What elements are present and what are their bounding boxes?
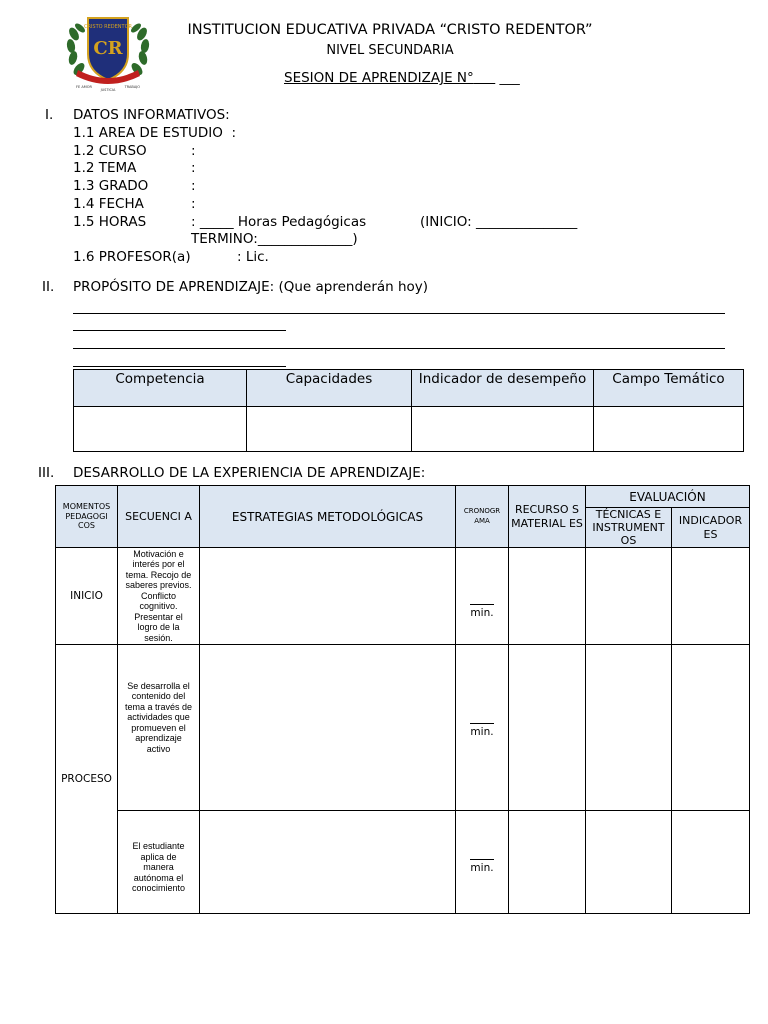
development-table bbox=[55, 485, 750, 914]
level-title: NIVEL SECUNDARIA bbox=[326, 43, 454, 58]
field-sep: : bbox=[191, 160, 196, 176]
indicators-cell-inicio[interactable] bbox=[672, 548, 750, 645]
section3-title: DESARROLLO DE LA EXPERIENCIA DE APRENDIZAJE: bbox=[73, 465, 426, 481]
header-indicador: Indicador de desempeño bbox=[412, 370, 594, 407]
minutes-label: min. bbox=[470, 726, 494, 738]
section3-numeral: III. bbox=[38, 465, 55, 481]
cell-capacidades[interactable] bbox=[247, 407, 412, 452]
header-competencia: Competencia bbox=[74, 370, 247, 407]
field-sep: : bbox=[191, 143, 196, 159]
resources-cell-proceso-a[interactable] bbox=[509, 645, 586, 811]
purpose-line[interactable] bbox=[73, 348, 725, 349]
header-capacidades: Capacidades bbox=[247, 370, 412, 407]
header-tecnicas: TÉCNICAS E INSTRUMENT OS bbox=[586, 508, 672, 548]
header-campo-tematico: Campo Temático bbox=[594, 370, 744, 407]
sequence-proceso-a: Se desarrolla el contenido del tema a través de actividades que promueven el aprendizaje activo bbox=[118, 645, 200, 811]
moment-proceso: PROCESO bbox=[56, 645, 118, 914]
session-title bbox=[284, 70, 520, 86]
resources-cell-inicio[interactable] bbox=[509, 548, 586, 645]
strategy-cell-proceso-b[interactable] bbox=[200, 811, 456, 914]
section2-numeral: II. bbox=[42, 279, 55, 295]
field-area bbox=[73, 125, 236, 141]
strategy-cell-proceso-a[interactable] bbox=[200, 645, 456, 811]
field-label: 1.2 CURSO bbox=[73, 143, 147, 159]
field-sep: : bbox=[231, 125, 237, 141]
techniques-cell-proceso-b[interactable] bbox=[586, 811, 672, 914]
purpose-table bbox=[73, 369, 744, 452]
field-label: 1.3 GRADO bbox=[73, 178, 149, 194]
section1-title: DATOS INFORMATIVOS: bbox=[73, 107, 230, 123]
purpose-line[interactable] bbox=[73, 330, 286, 331]
logo-top-text: CRISTO REDENTOR bbox=[83, 24, 133, 30]
header-estrategias: ESTRATEGIAS METODOLÓGICAS bbox=[200, 486, 456, 548]
moment-inicio: INICIO bbox=[56, 548, 118, 645]
field-curso bbox=[73, 143, 147, 159]
section1-numeral: I. bbox=[45, 107, 54, 123]
schedule-cell-proceso-b[interactable] bbox=[456, 811, 509, 914]
header-cronograma: CRONOGR AMA bbox=[456, 486, 509, 548]
session-prefix: SESION DE APRENDIZAJE N° bbox=[284, 70, 474, 86]
cell-campo-tematico[interactable] bbox=[594, 407, 744, 452]
cell-indicador[interactable] bbox=[412, 407, 594, 452]
field-fecha bbox=[73, 196, 144, 212]
session-number: ___ bbox=[499, 70, 520, 86]
schedule-cell-proceso-a[interactable] bbox=[456, 645, 509, 811]
techniques-cell-inicio[interactable] bbox=[586, 548, 672, 645]
field-horas-value: : _____ Horas Pedagógicas bbox=[191, 214, 367, 230]
field-profesor-label: 1.6 PROFESOR(a) bbox=[73, 249, 191, 265]
field-label: 1.2 TEMA bbox=[73, 160, 137, 176]
section2-title: PROPÓSITO DE APRENDIZAJE: (Que aprenderán hoy) bbox=[73, 279, 429, 295]
field-tema bbox=[73, 160, 136, 176]
techniques-cell-proceso-a[interactable] bbox=[586, 645, 672, 811]
cell-competencia[interactable] bbox=[74, 407, 247, 452]
institution-title: INSTITUCION EDUCATIVA PRIVADA “CRISTO REDENTOR” bbox=[187, 22, 593, 38]
indicators-cell-proceso-b[interactable] bbox=[672, 811, 750, 914]
header-momentos: MOMENTOS PEDAGOGI COS bbox=[56, 486, 118, 548]
header-secuencia: SECUENCI A bbox=[118, 486, 200, 548]
motto-right: TRABAJO bbox=[124, 85, 140, 89]
laurel-left-icon bbox=[66, 22, 87, 77]
field-label: 1.1 AREA DE ESTUDIO bbox=[73, 125, 223, 141]
minutes-label: min. bbox=[470, 606, 494, 619]
header-recursos: RECURSO S MATERIAL ES bbox=[509, 486, 586, 548]
purpose-line[interactable] bbox=[73, 366, 286, 367]
field-sep: : bbox=[191, 178, 196, 194]
resources-cell-proceso-b[interactable] bbox=[509, 811, 586, 914]
field-sep: : bbox=[191, 196, 196, 212]
logo-letters: CR bbox=[93, 38, 123, 59]
minutes-blank[interactable] bbox=[470, 859, 494, 860]
strategy-cell-inicio[interactable] bbox=[200, 548, 456, 645]
sequence-inicio: Motivación e interés por el tema. Recojo de saberes previos. Conflicto cognitivo. Presentar el logro de la sesión. bbox=[118, 548, 200, 645]
field-profesor-value: : Lic. bbox=[237, 249, 269, 265]
field-grado bbox=[73, 178, 148, 194]
motto-middle: JUSTICIA bbox=[100, 88, 116, 92]
field-label: 1.4 FECHA bbox=[73, 196, 144, 212]
minutes-label: min. bbox=[470, 861, 494, 874]
motto-left: FE AMOR bbox=[76, 85, 92, 89]
minutes-blank[interactable] bbox=[470, 604, 494, 605]
purpose-line[interactable] bbox=[73, 313, 725, 314]
field-horas-termino: TERMINO:______________) bbox=[191, 231, 358, 247]
schedule-cell-inicio[interactable] bbox=[456, 548, 509, 645]
indicators-cell-proceso-a[interactable] bbox=[672, 645, 750, 811]
field-horas-inicio: (INICIO: _______________ bbox=[420, 214, 578, 230]
minutes-blank[interactable] bbox=[470, 723, 494, 724]
sequence-proceso-b: El estudiante aplica de manera autónoma el conocimiento bbox=[118, 811, 200, 914]
header-evaluacion: EVALUACIÓN bbox=[586, 486, 750, 508]
header-indicadores: INDICADOR ES bbox=[672, 508, 750, 548]
field-horas-label: 1.5 HORAS bbox=[73, 214, 147, 230]
